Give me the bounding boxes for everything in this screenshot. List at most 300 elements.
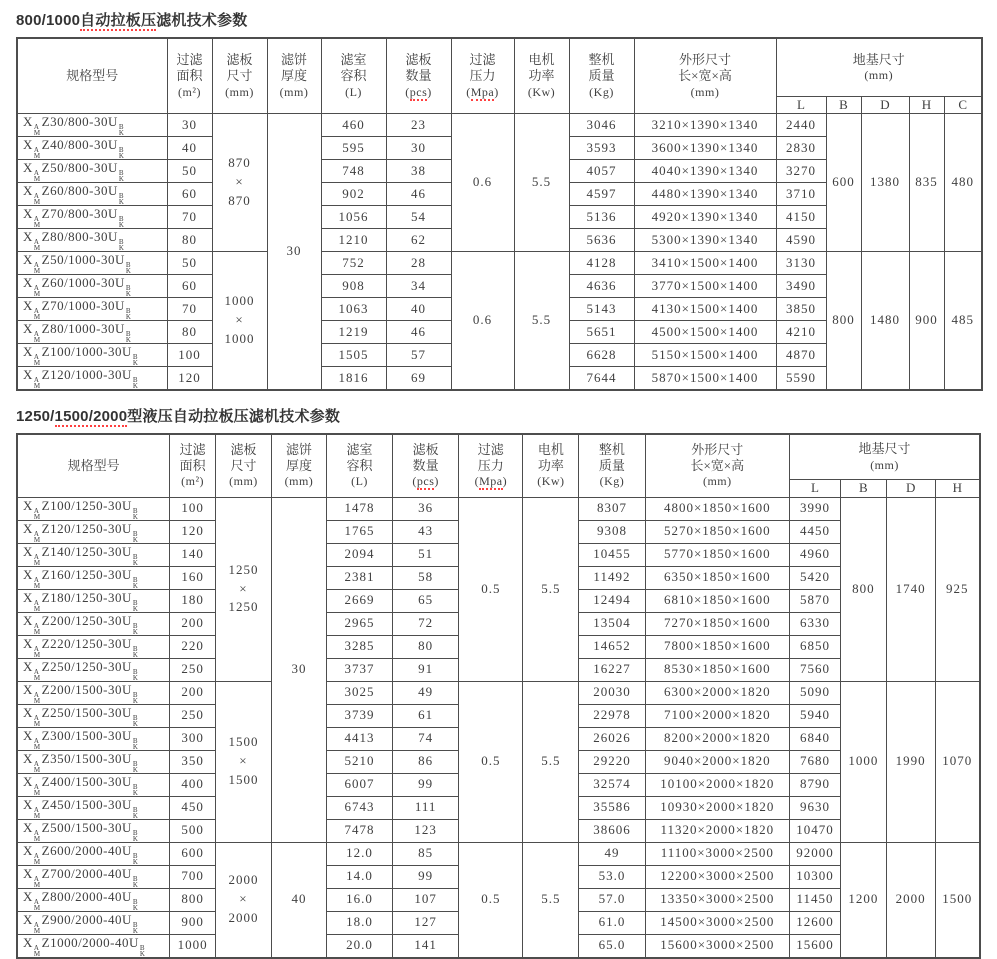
table-cell: 20.0 [326, 934, 392, 958]
model-superscript-subscript: A M [33, 759, 41, 773]
table-cell: 5150×1500×1400 [634, 343, 776, 366]
table-cell: 38 [386, 159, 451, 182]
model-superscript-subscript: A M [33, 805, 41, 819]
column-header-dims: 外形尺寸 长×宽×高 (mm) [634, 38, 776, 113]
model-cell: X A M Z500/1500-30U B K [17, 819, 170, 842]
table-cell: 1380 [861, 113, 909, 251]
column-unit: (mm) [690, 84, 720, 99]
model-cell: X A M Z800/2000-40U B K [17, 888, 170, 911]
table-cell: 28 [386, 251, 451, 274]
column-unit: (L) [345, 84, 362, 99]
subcolumn-header-L: L [776, 96, 826, 113]
table-cell: 36 [393, 497, 459, 520]
table-cell: 8200×2000×1820 [645, 727, 790, 750]
model-superscript-subscript: A M [33, 260, 41, 275]
model-superscript-subscript: A M [33, 897, 41, 911]
table-cell: 5090 [790, 681, 841, 704]
table-cell: 99 [393, 773, 459, 796]
table-cell: 0.6 [451, 113, 514, 251]
table-row [17, 251, 982, 274]
table-gap [14, 391, 983, 405]
model-superscript-subscript: A M [33, 329, 41, 344]
table-cell: 72 [393, 612, 459, 635]
table-cell: 7800×1850×1600 [645, 635, 790, 658]
title-text: 滤机技术参数 [156, 12, 248, 29]
table-cell: 30 [271, 497, 326, 842]
table-cell: 3270 [776, 159, 826, 182]
table-cell: 752 [321, 251, 386, 274]
table-cell: 1500 × 1500 [215, 681, 271, 842]
table-cell: 908 [321, 274, 386, 297]
model-superscript-subscript: B K [132, 575, 139, 589]
table-cell: 902 [321, 182, 386, 205]
column-unit: (mm) [229, 474, 258, 489]
table-cell: 6628 [569, 343, 634, 366]
model-cell: X A M Z900/2000-40U B K [17, 911, 170, 934]
title-text: 型液压自动拉板压滤机技术参数 [127, 407, 341, 425]
table-row [17, 497, 980, 520]
model-superscript-subscript: A M [33, 283, 41, 298]
table-cell: 9630 [790, 796, 841, 819]
column-header-foundation: 地基尺寸 (mm) [776, 38, 982, 96]
table-cell: 43 [393, 520, 459, 543]
table-cell: 3490 [776, 274, 826, 297]
model-superscript-subscript: B K [139, 943, 146, 958]
table-cell: 12200×3000×2500 [645, 865, 790, 888]
table-cell: 46 [386, 182, 451, 205]
table-cell: 23 [386, 113, 451, 136]
column-unit: (m²) [181, 474, 205, 489]
model-superscript-subscript: B K [132, 529, 139, 543]
model-superscript-subscript: A M [33, 851, 41, 865]
table-cell: 40 [386, 297, 451, 320]
table-cell: 5.5 [514, 113, 569, 251]
table-cell: 49 [393, 681, 459, 704]
table-cell: 10300 [790, 865, 841, 888]
model-cell: X A M Z80/1000-30U B K [17, 320, 167, 343]
model-cell: X A M Z700/2000-40U B K [17, 865, 170, 888]
model-superscript-subscript: B K [125, 329, 132, 344]
model-superscript-subscript: A M [33, 375, 41, 390]
table-cell: 3737 [326, 658, 392, 681]
table-cell: 40 [167, 136, 212, 159]
column-header-weight: 整机 质量 (Kg) [569, 38, 634, 113]
column-unit: (Mpa) [474, 474, 508, 489]
table-cell: 5870 [790, 589, 841, 612]
table-cell: 4040×1390×1340 [634, 159, 776, 182]
model-superscript-subscript: A M [33, 191, 41, 206]
table-cell: 4870 [776, 343, 826, 366]
column-header-model: 规格型号 [17, 434, 170, 497]
header-row [17, 38, 982, 96]
table-cell: 10100×2000×1820 [645, 773, 790, 796]
model-superscript-subscript: B K [118, 122, 125, 137]
model-superscript-subscript: A M [33, 644, 41, 658]
table-cell: 5.5 [523, 842, 579, 958]
table-cell: 3046 [569, 113, 634, 136]
table-cell: 5636 [569, 228, 634, 251]
table-cell: 2965 [326, 612, 392, 635]
table-cell: 1740 [886, 497, 935, 681]
table-cell: 40 [271, 842, 326, 958]
table-cell: 80 [393, 635, 459, 658]
model-superscript-subscript: B K [132, 552, 139, 566]
table-cell: 4413 [326, 727, 392, 750]
model-superscript-subscript: B K [132, 874, 139, 888]
table-cell: 6840 [790, 727, 841, 750]
model-superscript-subscript: A M [33, 874, 41, 888]
table-cell: 12.0 [326, 842, 392, 865]
model-cell: X A M Z40/800-30U B K [17, 136, 167, 159]
model-superscript-subscript: B K [118, 214, 125, 229]
table-cell: 61.0 [579, 911, 645, 934]
table-cell: 2000 [886, 842, 935, 958]
title-spellcheck-text: 自动拉板压 [80, 12, 157, 29]
model-superscript-subscript: A M [33, 552, 41, 566]
model-cell: X A M Z200/1250-30U B K [17, 612, 170, 635]
table-cell: 50 [167, 251, 212, 274]
column-unit: (L) [351, 474, 368, 489]
subcolumn-header-B: B [826, 96, 861, 113]
table-cell: 54 [386, 205, 451, 228]
table-cell: 485 [944, 251, 982, 390]
table-cell: 250 [170, 704, 216, 727]
model-cell: X A M Z60/800-30U B K [17, 182, 167, 205]
table-cell: 800 [826, 251, 861, 390]
model-cell: X A M Z50/1000-30U B K [17, 251, 167, 274]
table-cell: 7478 [326, 819, 392, 842]
table-cell: 140 [170, 543, 216, 566]
model-superscript-subscript: A M [33, 575, 41, 589]
model-superscript-subscript: A M [33, 598, 41, 612]
column-header-volume: 滤室 容积 (L) [326, 434, 392, 497]
model-superscript-subscript: B K [132, 352, 139, 367]
table-cell: 100 [167, 343, 212, 366]
table-cell: 7270×1850×1600 [645, 612, 790, 635]
table-cell: 16.0 [326, 888, 392, 911]
table-cell: 3285 [326, 635, 392, 658]
table-cell: 14.0 [326, 865, 392, 888]
table-cell: 6300×2000×1820 [645, 681, 790, 704]
model-superscript-subscript: B K [132, 713, 139, 727]
table-cell: 111 [393, 796, 459, 819]
column-header-model: 规格型号 [17, 38, 167, 113]
table-cell: 1000 × 1000 [212, 251, 267, 390]
subcolumn-header-H: H [935, 480, 980, 497]
table-cell: 141 [393, 934, 459, 958]
column-header-area: 过滤 面积 (m²) [170, 434, 216, 497]
table-cell: 11450 [790, 888, 841, 911]
model-superscript-subscript: B K [132, 851, 139, 865]
table-cell: 11320×2000×1820 [645, 819, 790, 842]
table-cell: 1250 × 1250 [215, 497, 271, 681]
table-cell: 4500×1500×1400 [634, 320, 776, 343]
model-superscript-subscript: B K [132, 759, 139, 773]
column-unit: (m²) [178, 84, 201, 99]
table-cell: 600 [170, 842, 216, 865]
column-unit: (Kw) [527, 84, 556, 99]
table-cell: 29220 [579, 750, 645, 773]
table-cell: 15600×3000×2500 [645, 934, 790, 958]
table-cell: 870 × 870 [212, 113, 267, 251]
column-unit: (Mpa) [466, 84, 499, 99]
table-cell: 2669 [326, 589, 392, 612]
table-cell: 0.5 [459, 681, 523, 842]
table-cell: 2000 × 2000 [215, 842, 271, 958]
table-cell: 3600×1390×1340 [634, 136, 776, 159]
table-cell: 6330 [790, 612, 841, 635]
model-superscript-subscript: B K [132, 375, 139, 390]
table-cell: 1480 [861, 251, 909, 390]
table-cell: 46 [386, 320, 451, 343]
column-header-power: 电机 功率 (Kw) [523, 434, 579, 497]
table-cell: 34 [386, 274, 451, 297]
table-cell: 3593 [569, 136, 634, 159]
table-cell: 6850 [790, 635, 841, 658]
table-cell: 3770×1500×1400 [634, 274, 776, 297]
model-cell: X A M Z300/1500-30U B K [17, 727, 170, 750]
model-cell: X A M Z80/800-30U B K [17, 228, 167, 251]
model-cell: X A M Z400/1500-30U B K [17, 773, 170, 796]
model-superscript-subscript: A M [33, 145, 41, 160]
model-cell: X A M Z60/1000-30U B K [17, 274, 167, 297]
column-unit: (mm) [702, 474, 732, 489]
table-cell: 30 [267, 113, 321, 390]
table-cell: 6350×1850×1600 [645, 566, 790, 589]
table-cell: 3025 [326, 681, 392, 704]
table-cell: 60 [167, 182, 212, 205]
table-cell: 800 [840, 497, 886, 681]
column-header-count: 滤板 数量 (pcs) [393, 434, 459, 497]
table-cell: 91 [393, 658, 459, 681]
table-cell: 4590 [776, 228, 826, 251]
table-cell: 2381 [326, 566, 392, 589]
table-cell: 6007 [326, 773, 392, 796]
column-header-pressure: 过滤 压力 (Mpa) [451, 38, 514, 113]
model-superscript-subscript: B K [132, 644, 139, 658]
table-cell: 2440 [776, 113, 826, 136]
model-cell: X A M Z160/1250-30U B K [17, 566, 170, 589]
table-cell: 8307 [579, 497, 645, 520]
model-superscript-subscript: A M [33, 306, 41, 321]
table-cell: 3990 [790, 497, 841, 520]
model-superscript-subscript: B K [132, 736, 139, 750]
title-text: 1250/ [16, 407, 55, 425]
table-cell: 1219 [321, 320, 386, 343]
table-cell: 4597 [569, 182, 634, 205]
table-cell: 60 [167, 274, 212, 297]
model-superscript-subscript: A M [33, 920, 41, 934]
table-cell: 85 [393, 842, 459, 865]
table-cell: 7680 [790, 750, 841, 773]
table-cell: 80 [167, 320, 212, 343]
table-cell: 7560 [790, 658, 841, 681]
table-cell: 18.0 [326, 911, 392, 934]
model-superscript-subscript: A M [33, 122, 41, 137]
table-cell: 14652 [579, 635, 645, 658]
table-cell: 123 [393, 819, 459, 842]
table-cell: 2094 [326, 543, 392, 566]
model-superscript-subscript: A M [33, 943, 41, 958]
table-cell: 300 [170, 727, 216, 750]
table-cell: 10470 [790, 819, 841, 842]
table-cell: 2830 [776, 136, 826, 159]
model-superscript-subscript: B K [132, 920, 139, 934]
table-cell: 900 [909, 251, 944, 390]
table-cell: 13350×3000×2500 [645, 888, 790, 911]
table-cell: 70 [167, 297, 212, 320]
table-cell: 250 [170, 658, 216, 681]
table-cell: 4450 [790, 520, 841, 543]
table-cell: 5770×1850×1600 [645, 543, 790, 566]
model-superscript-subscript: A M [33, 690, 41, 704]
table-cell: 49 [579, 842, 645, 865]
model-superscript-subscript: B K [125, 260, 132, 275]
model-cell: X A M Z120/1000-30U B K [17, 366, 167, 390]
table-cell: 1500 [935, 842, 980, 958]
table-cell: 4128 [569, 251, 634, 274]
table-cell: 4150 [776, 205, 826, 228]
table-cell: 1765 [326, 520, 392, 543]
table-cell: 900 [170, 911, 216, 934]
table-cell: 5270×1850×1600 [645, 520, 790, 543]
model-cell: X A M Z450/1500-30U B K [17, 796, 170, 819]
model-cell: X A M Z70/1000-30U B K [17, 297, 167, 320]
table-row [17, 113, 982, 136]
table-cell: 595 [321, 136, 386, 159]
table-cell: 70 [167, 205, 212, 228]
table-cell: 500 [170, 819, 216, 842]
table-cell: 925 [935, 497, 980, 681]
table-cell: 35586 [579, 796, 645, 819]
table2-title [16, 405, 983, 426]
table-cell: 4480×1390×1340 [634, 182, 776, 205]
table-cell: 38606 [579, 819, 645, 842]
table-cell: 200 [170, 681, 216, 704]
table-cell: 9308 [579, 520, 645, 543]
column-header-volume: 滤室 容积 (L) [321, 38, 386, 113]
model-superscript-subscript: B K [132, 828, 139, 842]
subcolumn-header-D: D [861, 96, 909, 113]
model-superscript-subscript: B K [132, 667, 139, 681]
table-cell: 1990 [886, 681, 935, 842]
table-cell: 99 [393, 865, 459, 888]
column-header-plate: 滤板 尺寸 (mm) [215, 434, 271, 497]
model-superscript-subscript: B K [118, 168, 125, 183]
table-cell: 92000 [790, 842, 841, 865]
table-cell: 4057 [569, 159, 634, 182]
table-cell: 9040×2000×1820 [645, 750, 790, 773]
table-cell: 74 [393, 727, 459, 750]
model-superscript-subscript: A M [33, 828, 41, 842]
table-cell: 4960 [790, 543, 841, 566]
table-cell: 200 [170, 612, 216, 635]
table-cell: 1200 [840, 842, 886, 958]
table-cell: 5143 [569, 297, 634, 320]
table-cell: 12494 [579, 589, 645, 612]
table-cell: 5.5 [523, 681, 579, 842]
table-cell: 5.5 [523, 497, 579, 681]
table-cell: 5420 [790, 566, 841, 589]
column-unit: (pcs) [412, 474, 439, 489]
model-cell: X A M Z350/1500-30U B K [17, 750, 170, 773]
column-header-weight: 整机 质量 (Kg) [579, 434, 645, 497]
table-cell: 100 [170, 497, 216, 520]
table-cell: 22978 [579, 704, 645, 727]
table-cell: 12600 [790, 911, 841, 934]
model-cell: X A M Z70/800-30U B K [17, 205, 167, 228]
model-superscript-subscript: A M [33, 736, 41, 750]
table-cell: 11492 [579, 566, 645, 589]
model-cell: X A M Z100/1000-30U B K [17, 343, 167, 366]
table-cell: 1478 [326, 497, 392, 520]
table-cell: 220 [170, 635, 216, 658]
table-cell: 4210 [776, 320, 826, 343]
table-cell: 11100×3000×2500 [645, 842, 790, 865]
table-cell: 4636 [569, 274, 634, 297]
column-header-dims: 外形尺寸 长×宽×高 (mm) [645, 434, 790, 497]
column-unit: (Kg) [599, 474, 625, 489]
column-unit: (pcs) [405, 84, 432, 99]
table-cell: 26026 [579, 727, 645, 750]
table-cell: 7644 [569, 366, 634, 390]
table-cell: 57 [386, 343, 451, 366]
model-superscript-subscript: A M [33, 782, 41, 796]
model-cell: X A M Z220/1250-30U B K [17, 635, 170, 658]
table-cell: 0.5 [459, 497, 523, 681]
model-superscript-subscript: B K [132, 897, 139, 911]
model-superscript-subscript: B K [132, 805, 139, 819]
table-cell: 65.0 [579, 934, 645, 958]
table-row [17, 842, 980, 865]
column-header-area: 过滤 面积 (m²) [167, 38, 212, 113]
column-header-thickness: 滤饼 厚度 (mm) [271, 434, 326, 497]
table-cell: 5210 [326, 750, 392, 773]
table-cell: 5590 [776, 366, 826, 390]
model-superscript-subscript: A M [33, 506, 41, 520]
table-cell: 14500×3000×2500 [645, 911, 790, 934]
model-cell: X A M Z100/1250-30U B K [17, 497, 170, 520]
subcolumn-header-B: B [840, 480, 886, 497]
table-row [17, 681, 980, 704]
column-unit: (mm) [225, 84, 254, 99]
model-superscript-subscript: A M [33, 529, 41, 543]
table-cell: 8530×1850×1600 [645, 658, 790, 681]
model-superscript-subscript: A M [33, 667, 41, 681]
column-unit: (mm) [279, 84, 309, 99]
table-cell: 5940 [790, 704, 841, 727]
table-cell: 450 [170, 796, 216, 819]
table-cell: 1000 [170, 934, 216, 958]
table-cell: 4130×1500×1400 [634, 297, 776, 320]
table-cell: 16227 [579, 658, 645, 681]
model-cell: X A M Z200/1500-30U B K [17, 681, 170, 704]
table-cell: 10455 [579, 543, 645, 566]
table-cell: 835 [909, 113, 944, 251]
column-unit: (mm) [864, 67, 894, 82]
model-superscript-subscript: B K [125, 306, 132, 321]
table-cell: 13504 [579, 612, 645, 635]
table-cell: 3410×1500×1400 [634, 251, 776, 274]
model-cell: X A M Z600/2000-40U B K [17, 842, 170, 865]
column-header-thickness: 滤饼 厚度 (mm) [267, 38, 321, 113]
model-cell: X A M Z140/1250-30U B K [17, 543, 170, 566]
table-cell: 69 [386, 366, 451, 390]
table-cell: 0.6 [451, 251, 514, 390]
model-superscript-subscript: A M [33, 168, 41, 183]
column-header-power: 电机 功率 (Kw) [514, 38, 569, 113]
table-cell: 400 [170, 773, 216, 796]
